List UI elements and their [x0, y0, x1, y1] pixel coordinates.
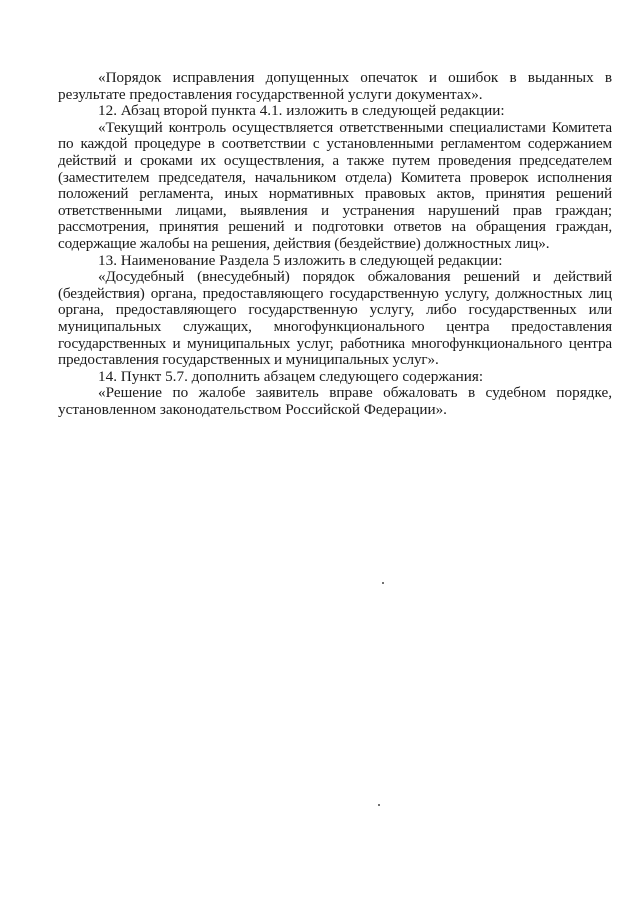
- scan-speck: [378, 804, 380, 806]
- paragraph-pretrial-appeal: «Досудебный (внесудебный) порядок обжалования решений и действий (бездействия) органа, предоставляющего государственную услугу, должностных лиц органа, предоставляющего государственную услугу, либо государственных или муниципальных служащих, многофункционального центра предоставления государственных и муниципальных услуг, работника многофункционального центра предоставления государственных и муниципальных услуг».: [58, 268, 612, 369]
- paragraph-item-13: 13. Наименование Раздела 5 изложить в следующей редакции:: [98, 251, 503, 269]
- paragraph-quote-correction: «Порядок исправления допущенных опечаток и ошибок в выданных в результате предоставления государственной услуги документах».: [58, 69, 612, 103]
- paragraph-item-14: 14. Пункт 5.7. дополнить абзацем следующего содержания:: [98, 367, 484, 385]
- paragraph-current-control: «Текущий контроль осуществляется ответственными специалистами Комитета по каждой процедуре в соответствии с установленными регламентом содержанием действий и сроками их осуществления, а также путем проведения председателем (заместителем председателя, начальником отдела) Комитета проверок исполнения положений регламента, иных нормативных правовых актов, принятия решений ответственными лицами, выявления и устранения нарушений прав граждан; рассмотрения, принятия решений и подготовки ответов на обращения граждан, содержащие жалобы на решения, действия (бездействие) должностных лиц».: [58, 118, 612, 252]
- document-body: [58, 70, 612, 418]
- paragraph-court-appeal: «Решение по жалобе заявитель вправе обжаловать в судебном порядке, установленном законодательством Российской Федерации».: [58, 384, 612, 418]
- scan-speck: [382, 582, 384, 584]
- paragraph-item-12: 12. Абзац второй пункта 4.1. изложить в следующей редакции:: [98, 102, 505, 120]
